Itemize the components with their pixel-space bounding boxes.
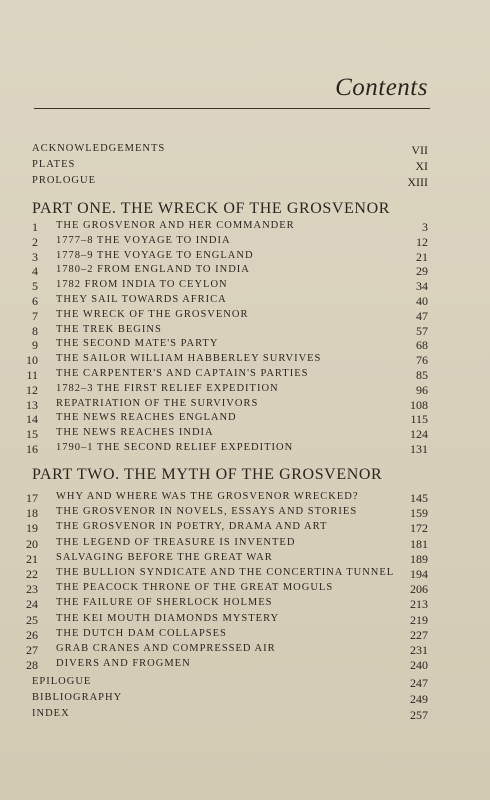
page-number: 29 bbox=[416, 264, 428, 279]
chapter-number: 26 bbox=[26, 627, 38, 642]
entry-title: 1778–9 THE VOYAGE TO ENGLAND bbox=[56, 249, 254, 261]
page-number: 96 bbox=[416, 382, 428, 397]
entry-title: SALVAGING BEFORE THE GREAT WAR bbox=[56, 551, 273, 563]
page-number: 3 bbox=[422, 220, 428, 234]
entry-title: REPATRIATION OF THE SURVIVORS bbox=[56, 397, 259, 409]
entry-title: THE SECOND MATE'S PARTY bbox=[56, 338, 219, 350]
toc-front-entry bbox=[0, 692, 490, 708]
toc-chapter-entry bbox=[0, 491, 490, 507]
page-number: 21 bbox=[416, 249, 428, 264]
page-number: 108 bbox=[410, 397, 428, 412]
toc-chapter-entry bbox=[0, 521, 490, 537]
toc-chapter-entry bbox=[0, 567, 490, 583]
entry-title: BIBLIOGRAPHY bbox=[32, 692, 123, 703]
toc-chapter-entry bbox=[0, 506, 490, 522]
entry-title: INDEX bbox=[32, 708, 70, 719]
page-number: 181 bbox=[410, 536, 428, 551]
page-number: 47 bbox=[416, 308, 428, 323]
toc-chapter-entry bbox=[0, 324, 490, 340]
toc-chapter-entry bbox=[0, 412, 490, 428]
part-two-heading: PART TWO. THE MYTH OF THE GROSVENOR bbox=[32, 466, 383, 483]
toc-chapter-entry bbox=[0, 442, 490, 458]
toc-chapter-entry bbox=[0, 383, 490, 399]
toc-chapter-entry bbox=[0, 250, 490, 266]
page-number: 131 bbox=[410, 442, 428, 456]
toc-front-entry bbox=[0, 159, 490, 175]
page-number: 68 bbox=[416, 338, 428, 353]
page-number: 115 bbox=[410, 412, 428, 427]
chapter-number: 19 bbox=[26, 521, 38, 536]
entry-title: DIVERS AND FROGMEN bbox=[56, 658, 191, 670]
page-number: 247 bbox=[410, 676, 428, 690]
toc-chapter-entry bbox=[0, 658, 490, 674]
entry-title: THE GROSVENOR AND HER COMMANDER bbox=[56, 220, 295, 231]
entry-title: THE DUTCH DAM COLLAPSES bbox=[56, 627, 227, 639]
chapter-number: 2 bbox=[32, 234, 38, 249]
page-number: 124 bbox=[410, 427, 428, 442]
chapter-number: 12 bbox=[26, 382, 38, 397]
entry-title: ACKNOWLEDGEMENTS bbox=[32, 143, 166, 154]
chapter-number: 15 bbox=[26, 427, 38, 442]
page-number: 76 bbox=[416, 353, 428, 368]
chapter-number: 28 bbox=[26, 658, 38, 673]
toc-chapter-entry bbox=[0, 628, 490, 644]
entry-title: THE TREK BEGINS bbox=[56, 323, 162, 335]
entry-title: THE BULLION SYNDICATE AND THE CONCERTINA TUNNEL bbox=[56, 567, 395, 578]
page-number: XI bbox=[415, 159, 428, 173]
page-number: 213 bbox=[410, 597, 428, 612]
entry-title: GRAB CRANES AND COMPRESSED AIR bbox=[56, 643, 276, 654]
page-number: 145 bbox=[410, 491, 428, 505]
chapter-number: 13 bbox=[26, 397, 38, 412]
entry-title: 1780–2 FROM ENGLAND TO INDIA bbox=[56, 264, 250, 276]
toc-chapter-entry bbox=[0, 294, 490, 310]
toc-chapter-entry bbox=[0, 427, 490, 443]
page-number: 40 bbox=[416, 294, 428, 308]
chapter-number: 23 bbox=[26, 582, 38, 597]
entry-title: 1782–3 THE FIRST RELIEF EXPEDITION bbox=[56, 382, 279, 394]
toc-front-entry bbox=[0, 708, 490, 724]
toc-chapter-entry bbox=[0, 368, 490, 384]
page-number: 240 bbox=[410, 658, 428, 673]
chapter-number: 7 bbox=[32, 308, 38, 323]
chapter-number: 11 bbox=[26, 368, 38, 382]
toc-chapter-entry bbox=[0, 353, 490, 369]
toc-chapter-entry bbox=[0, 309, 490, 325]
entry-title: 1790–1 THE SECOND RELIEF EXPEDITION bbox=[56, 442, 294, 453]
page-number: VII bbox=[411, 143, 428, 157]
page-number: XIII bbox=[407, 175, 428, 189]
chapter-number: 10 bbox=[26, 353, 38, 368]
toc-chapter-entry bbox=[0, 398, 490, 414]
chapter-number: 5 bbox=[32, 279, 38, 294]
chapter-number: 6 bbox=[32, 294, 38, 308]
part-one-heading: PART ONE. THE WRECK OF THE GROSVENOR bbox=[32, 200, 391, 217]
entry-title: THE NEWS REACHES ENGLAND bbox=[56, 412, 237, 424]
toc-chapter-entry bbox=[0, 597, 490, 613]
entry-title: THE GROSVENOR IN POETRY, DRAMA AND ART bbox=[56, 521, 328, 533]
toc-chapter-entry bbox=[0, 220, 490, 236]
toc-chapter-entry bbox=[0, 552, 490, 568]
chapter-number: 22 bbox=[26, 567, 38, 581]
entry-title: THE GROSVENOR IN NOVELS, ESSAYS AND STORIES bbox=[56, 506, 358, 518]
page-title: Contents bbox=[335, 74, 428, 101]
entry-title: 1777–8 THE VOYAGE TO INDIA bbox=[56, 234, 231, 246]
toc-front-entry bbox=[0, 175, 490, 191]
entry-title: THE KEI MOUTH DIAMONDS MYSTERY bbox=[56, 612, 280, 624]
page-number: 57 bbox=[416, 323, 428, 338]
page-number: 227 bbox=[410, 627, 428, 642]
toc-chapter-entry bbox=[0, 235, 490, 251]
chapter-number: 14 bbox=[26, 412, 38, 427]
entry-title: THE NEWS REACHES INDIA bbox=[56, 427, 214, 439]
chapter-number: 9 bbox=[32, 338, 38, 353]
chapter-number: 16 bbox=[26, 442, 38, 456]
entry-title: THE CARPENTER'S AND CAPTAIN'S PARTIES bbox=[56, 368, 309, 379]
page-number: 85 bbox=[416, 368, 428, 382]
chapter-number: 8 bbox=[32, 323, 38, 338]
page-number: 257 bbox=[410, 708, 428, 722]
toc-chapter-entry bbox=[0, 613, 490, 629]
chapter-number: 20 bbox=[26, 536, 38, 551]
toc-front-entry bbox=[0, 143, 490, 159]
chapter-number: 1 bbox=[32, 220, 38, 234]
chapter-number: 24 bbox=[26, 597, 38, 612]
page-number: 12 bbox=[416, 234, 428, 249]
toc-chapter-entry bbox=[0, 338, 490, 354]
page-number: 219 bbox=[410, 612, 428, 627]
chapter-number: 25 bbox=[26, 612, 38, 627]
toc-chapter-entry bbox=[0, 643, 490, 659]
entry-title: THE LEGEND OF TREASURE IS INVENTED bbox=[56, 536, 296, 548]
entry-title: EPILOGUE bbox=[32, 676, 92, 687]
entry-title: 1782 FROM INDIA TO CEYLON bbox=[56, 279, 228, 291]
page-number: 249 bbox=[410, 692, 428, 706]
chapter-number: 27 bbox=[26, 643, 38, 657]
page-number: 159 bbox=[410, 506, 428, 521]
entry-title: THE PEACOCK THRONE OF THE GREAT MOGULS bbox=[56, 582, 334, 594]
toc-chapter-entry bbox=[0, 537, 490, 553]
entry-title: PLATES bbox=[32, 159, 76, 170]
page-number: 189 bbox=[410, 551, 428, 566]
page-number: 34 bbox=[416, 279, 428, 294]
page-number: 172 bbox=[410, 521, 428, 536]
toc-chapter-entry bbox=[0, 264, 490, 280]
toc-front-entry bbox=[0, 676, 490, 692]
entry-title: WHY AND WHERE WAS THE GROSVENOR WRECKED? bbox=[56, 491, 359, 502]
entry-title: THE SAILOR WILLIAM HABBERLEY SURVIVES bbox=[56, 353, 322, 365]
toc-chapter-entry bbox=[0, 279, 490, 295]
chapter-number: 4 bbox=[32, 264, 38, 279]
entry-title: THE FAILURE OF SHERLOCK HOLMES bbox=[56, 597, 273, 609]
chapter-number: 18 bbox=[26, 506, 38, 521]
page-number: 231 bbox=[410, 643, 428, 657]
entry-title: THE WRECK OF THE GROSVENOR bbox=[56, 308, 249, 320]
chapter-number: 3 bbox=[32, 249, 38, 264]
page-number: 194 bbox=[410, 567, 428, 581]
title-rule bbox=[34, 108, 430, 109]
page-number: 206 bbox=[410, 582, 428, 597]
chapter-number: 17 bbox=[26, 491, 38, 505]
toc-chapter-entry bbox=[0, 582, 490, 598]
entry-title: THEY SAIL TOWARDS AFRICA bbox=[56, 294, 227, 305]
entry-title: PROLOGUE bbox=[32, 175, 97, 186]
chapter-number: 21 bbox=[26, 551, 38, 566]
